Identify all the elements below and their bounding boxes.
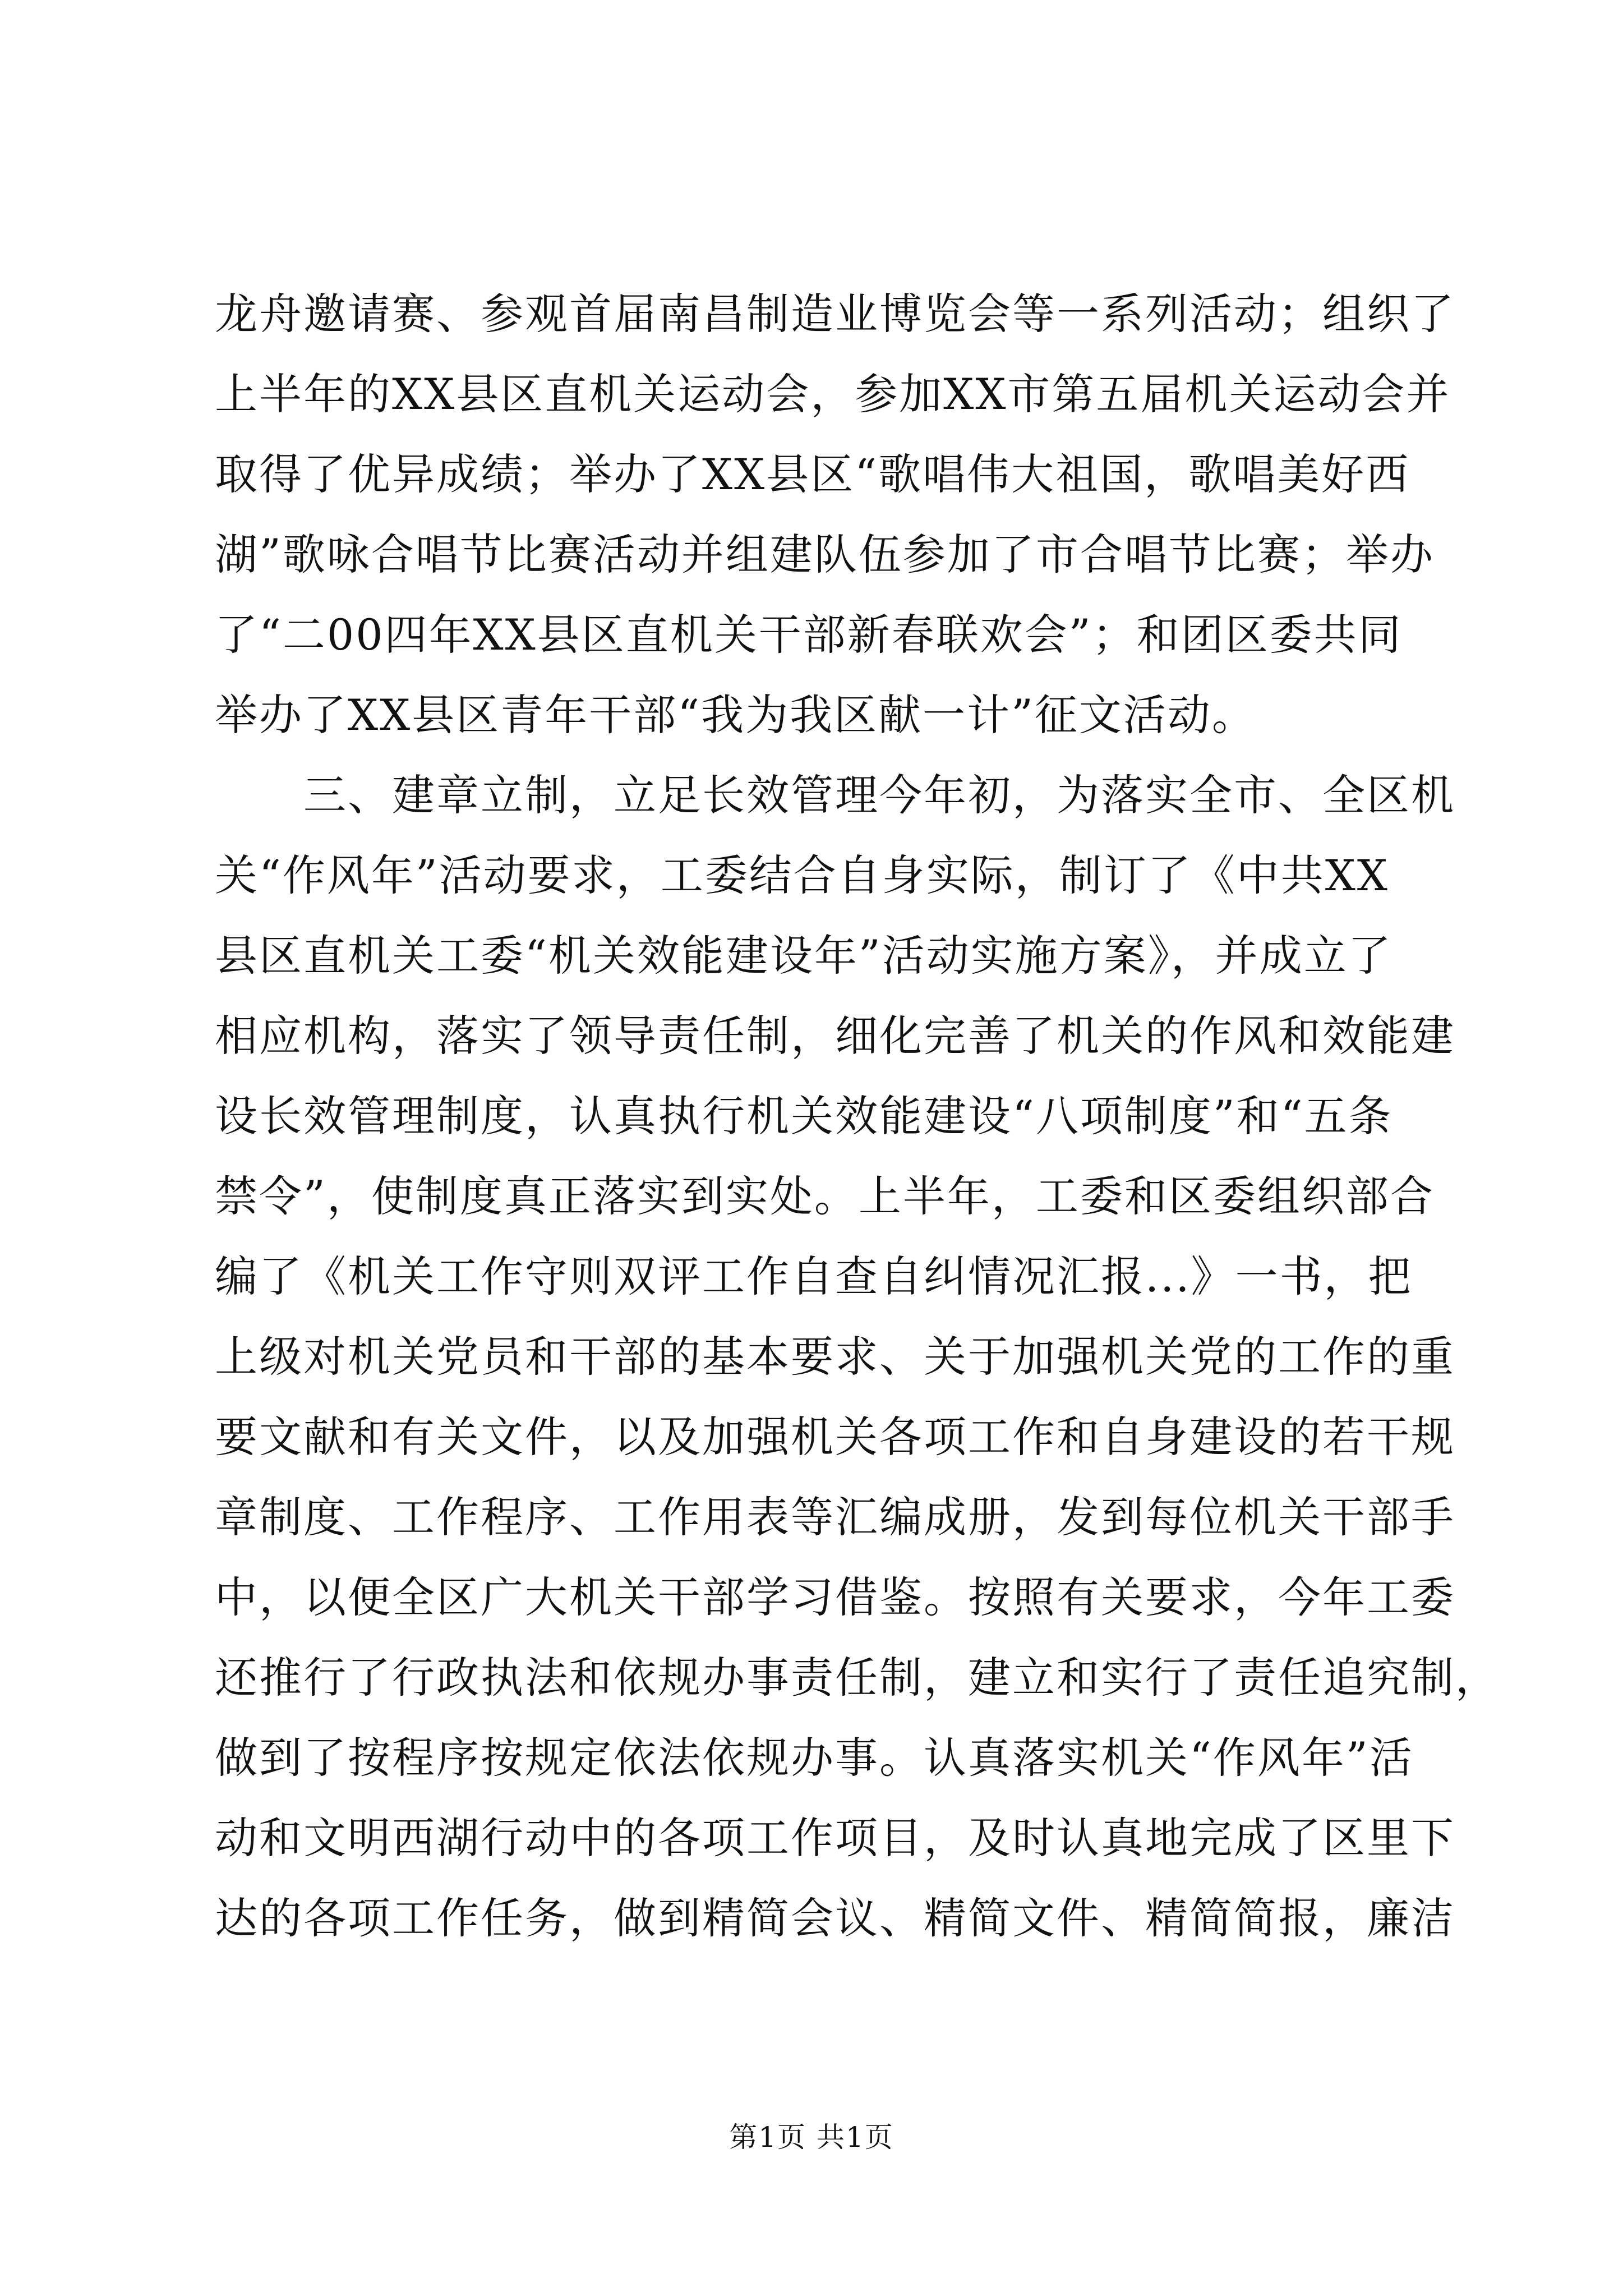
text-line: 上级对机关党员和干部的基本要求、关于加强机关党的工作的重 <box>215 1332 1455 1382</box>
text-line: 龙舟邀请赛、参观首届南昌制造业博览会等一系列活动；组织了 <box>215 289 1455 339</box>
text-line: 县区直机关工委“机关效能建设年”活动实施方案》，并成立了 <box>215 931 1393 981</box>
text-line: 了“二00四年XX县区直机关干部新春联欢会”；和团区委共同 <box>215 610 1403 660</box>
text-line: 要文献和有关文件，以及加强机关各项工作和自身建设的若干规 <box>215 1412 1455 1462</box>
text-line: 湖”歌咏合唱节比赛活动并组建队伍参加了市合唱节比赛；举办 <box>215 530 1435 579</box>
page-footer <box>0 2118 1623 2157</box>
text-line: 设长效管理制度，认真执行机关效能建设“八项制度”和“五条 <box>215 1091 1393 1141</box>
text-line: 动和文明西湖行动中的各项工作项目，及时认真地完成了区里下 <box>215 1813 1455 1863</box>
text-line: 达的各项工作任务，做到精简会议、精简文件、精简简报，廉洁 <box>215 1893 1455 1943</box>
text-line: 三、建章立制，立足长效管理今年初，为落实全市、全区机 <box>215 770 1455 820</box>
text-line: 做到了按程序按规定依法依规办事。认真落实机关“作风年”活 <box>215 1733 1414 1783</box>
text-line: 编了《机关工作守则双评工作自查自纠情况汇报...》一书，把 <box>215 1251 1413 1301</box>
text-line: 上半年的XX县区直机关运动会，参加XX市第五届机关运动会并 <box>215 369 1451 419</box>
text-line: 还推行了行政执法和依规办事责任制，建立和实行了责任追究制， <box>215 1653 1500 1703</box>
text-line: 关“作风年”活动要求，工委结合自身实际，制订了《中共XX <box>215 850 1389 900</box>
text-line: 取得了优异成绩；举办了XX县区“歌唱伟大祖国，歌唱美好西 <box>215 449 1410 499</box>
page-number-label: 第1页 共1页 <box>729 2121 894 2154</box>
text-line: 举办了XX县区青年干部“我为我区献一计”征文活动。 <box>215 690 1256 740</box>
text-line: 禁令”，使制度真正落实到实处。上半年，工委和区委组织部合 <box>215 1171 1435 1221</box>
document-body <box>215 274 1500 1958</box>
text-line: 中，以便全区广大机关干部学习借鉴。按照有关要求，今年工委 <box>215 1572 1455 1622</box>
text-line: 章制度、工作程序、工作用表等汇编成册，发到每位机关干部手 <box>215 1492 1455 1542</box>
text-line: 相应机构，落实了领导责任制，细化完善了机关的作风和效能建 <box>215 1011 1455 1061</box>
